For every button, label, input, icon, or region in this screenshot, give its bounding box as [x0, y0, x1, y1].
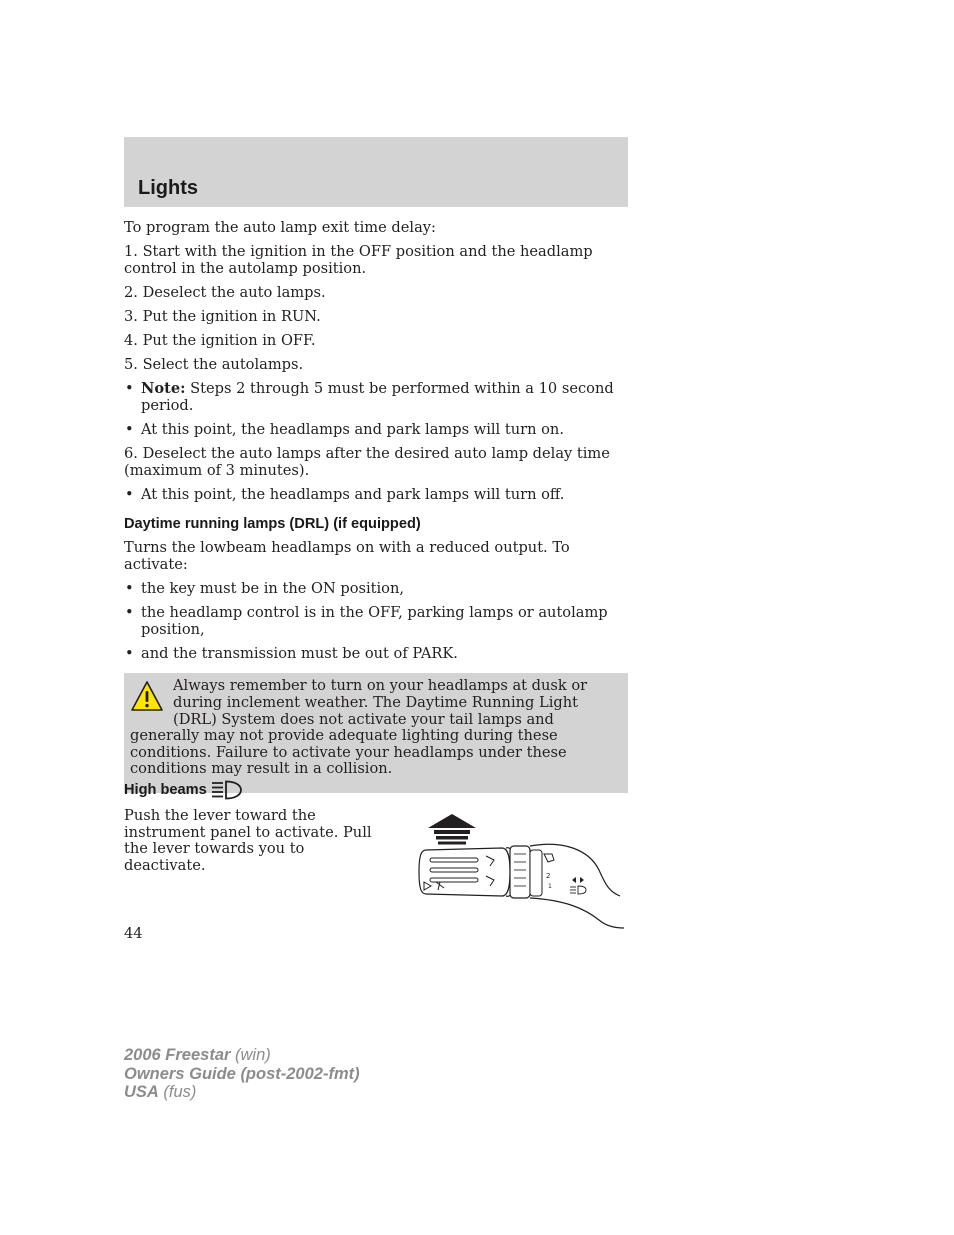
warning-box: [124, 673, 628, 793]
footer-market-code: (fus): [158, 1083, 197, 1101]
warning-triangle-icon: [130, 680, 164, 714]
drl-bullet-key: • the key must be in the ON position,: [124, 581, 620, 598]
drl-bullet-transmission: • and the transmission must be out of PARK.: [124, 646, 620, 663]
warning-text: Always remember to turn on your headlamps at dusk or during inclement weather. The Daytime Running Light (DRL) System does not activate your tail lamps and generally may not provide adequate lighting during these conditions. Failure to activate your headlamps under these conditions may result in a collision.: [130, 677, 588, 778]
drl-bullet-control: • the headlamp control is in the OFF, parking lamps or autolamp position,: [124, 605, 620, 638]
step-3: 3. Put the ignition in RUN.: [124, 307, 321, 325]
turn-signal-lever-diagram: [414, 810, 629, 930]
high-beams-body: Push the lever toward the instrument panel to activate. Pull the lever towards you to deactivate.: [124, 807, 372, 874]
footer-line-1: [124, 1046, 360, 1065]
step-6: 6. Deselect the auto lamps after the desired auto lamp delay time (maximum of 3 minutes).: [124, 444, 610, 479]
footer-line-2: Owners Guide (post-2002-fmt): [124, 1064, 360, 1083]
bullet-lamps-off: • At this point, the headlamps and park lamps will turn off.: [124, 487, 620, 504]
footer-line-3: [124, 1083, 360, 1102]
high-beams-heading: [124, 780, 628, 800]
step-1: 1. Start with the ignition in the OFF position and the headlamp control in the autolamp position.: [124, 243, 593, 277]
step-4: 4. Put the ignition in OFF.: [124, 331, 316, 349]
drl-heading: Daytime running lamps (DRL) (if equipped): [124, 516, 421, 533]
step-5: 5. Select the autolamps.: [124, 356, 304, 374]
main-content: [124, 220, 620, 793]
high-beam-icon: [211, 780, 243, 800]
lever-label-1: 1: [548, 883, 552, 890]
step-2: 2. Deselect the auto lamps.: [124, 283, 326, 301]
lever-label-2: 2: [546, 872, 551, 880]
intro-text: To program the auto lamp exit time delay:: [124, 219, 436, 236]
note-bullet: [124, 381, 620, 414]
note-label: Note:: [141, 380, 186, 398]
bullet-lamps-on: • At this point, the headlamps and park lamps will turn on.: [124, 422, 620, 439]
high-beams-section: [124, 780, 628, 890]
drl-intro: Turns the lowbeam headlamps on with a reduced output. To activate:: [124, 539, 570, 573]
note-text: Steps 2 through 5 must be performed within a 10 second period.: [141, 380, 614, 414]
footer-model-code: (win): [230, 1046, 271, 1064]
high-beams-label: High beams: [124, 782, 207, 798]
section-header-band: [124, 137, 628, 207]
section-title: Lights: [138, 177, 198, 199]
footer-model: 2006 Freestar: [124, 1046, 231, 1064]
footer-market: USA: [124, 1083, 159, 1101]
push-arrow-icon: [428, 814, 476, 845]
page-number: 44: [124, 925, 143, 942]
document-footer: [124, 1046, 360, 1102]
